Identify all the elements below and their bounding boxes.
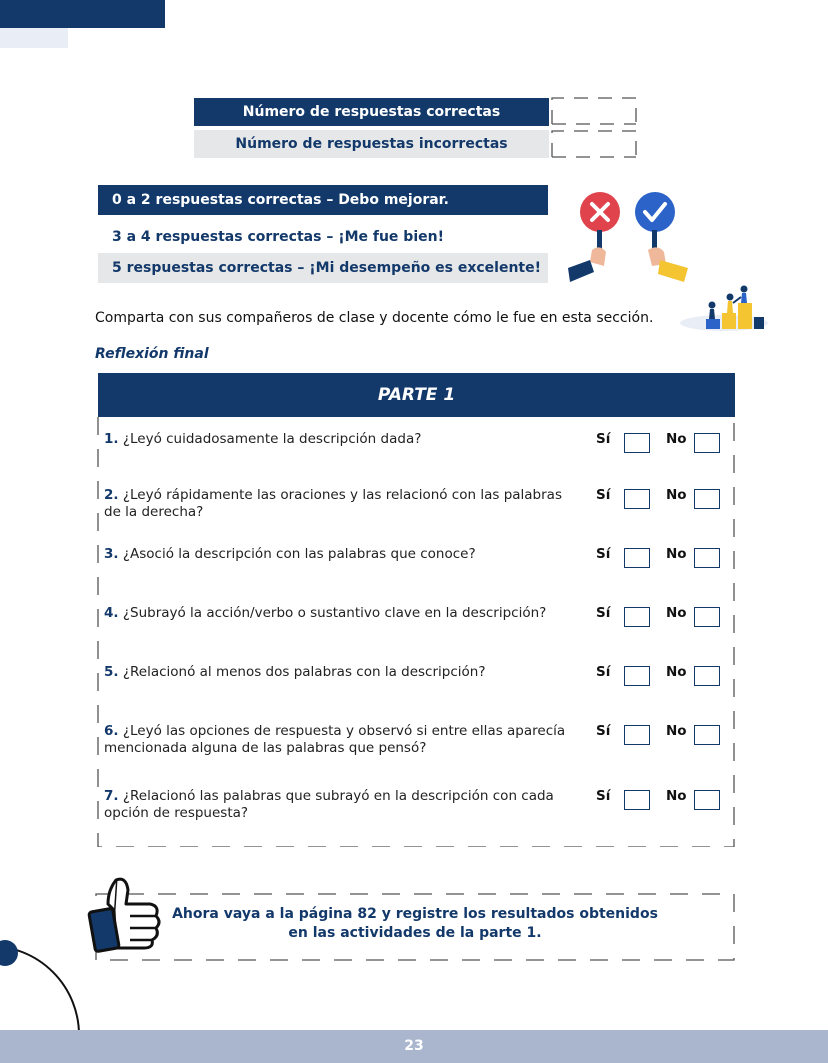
teamwork-icon [678,283,770,331]
no-checkbox[interactable] [694,790,720,810]
no-label: No [666,788,687,804]
no-checkbox[interactable] [694,607,720,627]
incorrect-answers-field[interactable] [551,130,637,158]
correct-answers-field[interactable] [551,97,637,125]
check-mark-icon [635,192,675,232]
correct-answers-label: Número de respuestas correctas [194,98,549,126]
yes-label: Sí [596,487,611,503]
yes-label: Sí [596,431,611,447]
x-mark-icon [580,192,620,232]
thumbs-up-icon [86,874,164,956]
performance-level-high: 5 respuestas correctas – ¡Mi desempeño es excelente! [98,253,548,283]
yes-label: Sí [596,605,611,621]
next-step-note: Ahora vaya a la página 82 y registre los resultados obtenidos en las actividades de la parte 1. [172,906,658,941]
yes-label: Sí [596,664,611,680]
no-checkbox[interactable] [694,548,720,568]
no-label: No [666,605,687,621]
incorrect-answers-label: Número de respuestas incorrectas [194,130,549,158]
question-text: 3. ¿Asoció la descripción con las palabras que conoce? [104,546,476,562]
question-text: 7. ¿Relacionó las palabras que subrayó en la descripción con cada opción de respuesta? [104,788,554,821]
question-text: 4. ¿Subrayó la acción/verbo o sustantivo clave en la descripción? [104,605,547,621]
yes-label: Sí [596,788,611,804]
performance-level-mid: 3 a 4 respuestas correctas – ¡Me fue bien! [98,222,548,252]
no-checkbox[interactable] [694,725,720,745]
performance-level-low: 0 a 2 respuestas correctas – Debo mejorar. [98,185,548,215]
no-checkbox[interactable] [694,666,720,686]
no-label: No [666,487,687,503]
part-1-header: PARTE 1 [98,373,735,417]
questions-frame [97,417,735,847]
page-number: 23 [404,1038,424,1054]
share-results-instruction: Comparta con sus compañeros de clase y docente cómo le fue en esta sección. [95,310,654,326]
no-label: No [666,664,687,680]
no-label: No [666,723,687,739]
right-wrong-illustration [560,190,695,285]
no-label: No [666,546,687,562]
yes-checkbox[interactable] [624,548,650,568]
no-label: No [666,431,687,447]
yes-checkbox[interactable] [624,433,650,453]
no-checkbox[interactable] [694,433,720,453]
question-text: 6. ¿Leyó las opciones de respuesta y observó si entre ellas aparecía mencionada alguna de las palabras que pensó? [104,723,566,756]
question-text: 1. ¿Leyó cuidadosamente la descripción dada? [104,431,422,447]
yes-checkbox[interactable] [624,607,650,627]
top-header-accent [0,28,68,48]
yes-checkbox[interactable] [624,790,650,810]
yes-label: Sí [596,546,611,562]
yes-label: Sí [596,723,611,739]
reflection-title: Reflexión final [95,346,209,362]
yes-checkbox[interactable] [624,666,650,686]
yes-checkbox[interactable] [624,725,650,745]
question-text: 5. ¿Relacionó al menos dos palabras con la descripción? [104,664,486,680]
question-text: 2. ¿Leyó rápidamente las oraciones y las relacionó con las palabras de la derecha? [104,487,562,520]
yes-checkbox[interactable] [624,489,650,509]
top-header-bar [0,0,165,28]
no-checkbox[interactable] [694,489,720,509]
